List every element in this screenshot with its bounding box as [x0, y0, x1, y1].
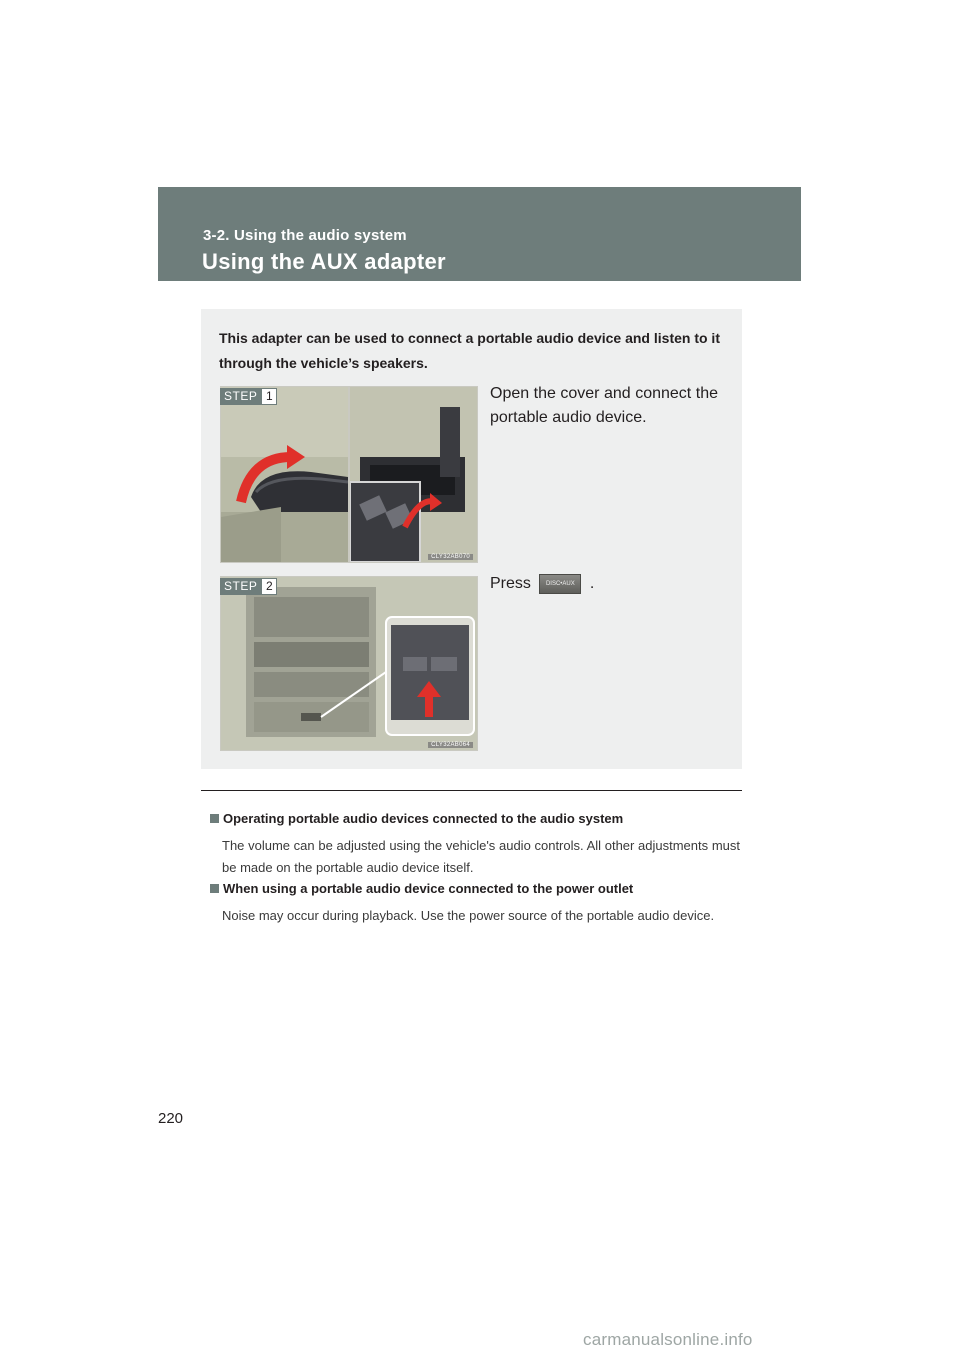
step-1-text: Open the cover and connect the portable audio device.	[490, 385, 718, 426]
step-number: 2	[261, 578, 277, 595]
step-number: 1	[261, 388, 277, 405]
image-code: CLY32AB070	[428, 554, 473, 560]
step-2-press: Press	[490, 575, 531, 592]
page-title: Using the AUX adapter	[202, 249, 446, 274]
step-2-period: .	[589, 575, 595, 592]
disc-aux-button-icon: DISC•AUX	[539, 574, 581, 594]
square-bullet-icon	[210, 884, 219, 893]
note-1-title	[210, 811, 623, 826]
divider	[201, 790, 742, 791]
square-bullet-icon	[210, 814, 219, 823]
watermark: carmanualsonline.info	[583, 1330, 753, 1349]
step-label: STEP	[220, 578, 261, 595]
armrest-photo	[220, 386, 349, 563]
note-1-body: The volume can be adjusted using the vehicle's audio controls. All other adjustments must be made on the portable audio device itself.	[222, 838, 740, 875]
note-2-body: Noise may occur during playback. Use the power source of the portable audio device.	[222, 908, 715, 923]
image-code: CLY32AB064	[428, 742, 473, 748]
note-2-title-text: When using a portable audio device connected to the power outlet	[223, 881, 634, 896]
step-label: STEP	[220, 388, 261, 405]
page-number: 220	[158, 1110, 184, 1127]
intro-text: This adapter can be used to connect a portable audio device and listen to it through the vehicle’s speakers.	[219, 330, 720, 371]
aux-jack-photo	[349, 386, 478, 563]
step-2-text	[490, 572, 718, 596]
section-label: 3-2. Using the audio system	[203, 227, 407, 244]
audio-panel-photo	[220, 576, 478, 751]
note-1-title-text: Operating portable audio devices connected to the audio system	[223, 811, 624, 826]
instruction-panel	[201, 309, 742, 769]
note-2-title	[210, 881, 633, 896]
step-badge-1	[220, 388, 277, 405]
chapter-header	[158, 187, 801, 281]
step-badge-2	[220, 578, 277, 595]
